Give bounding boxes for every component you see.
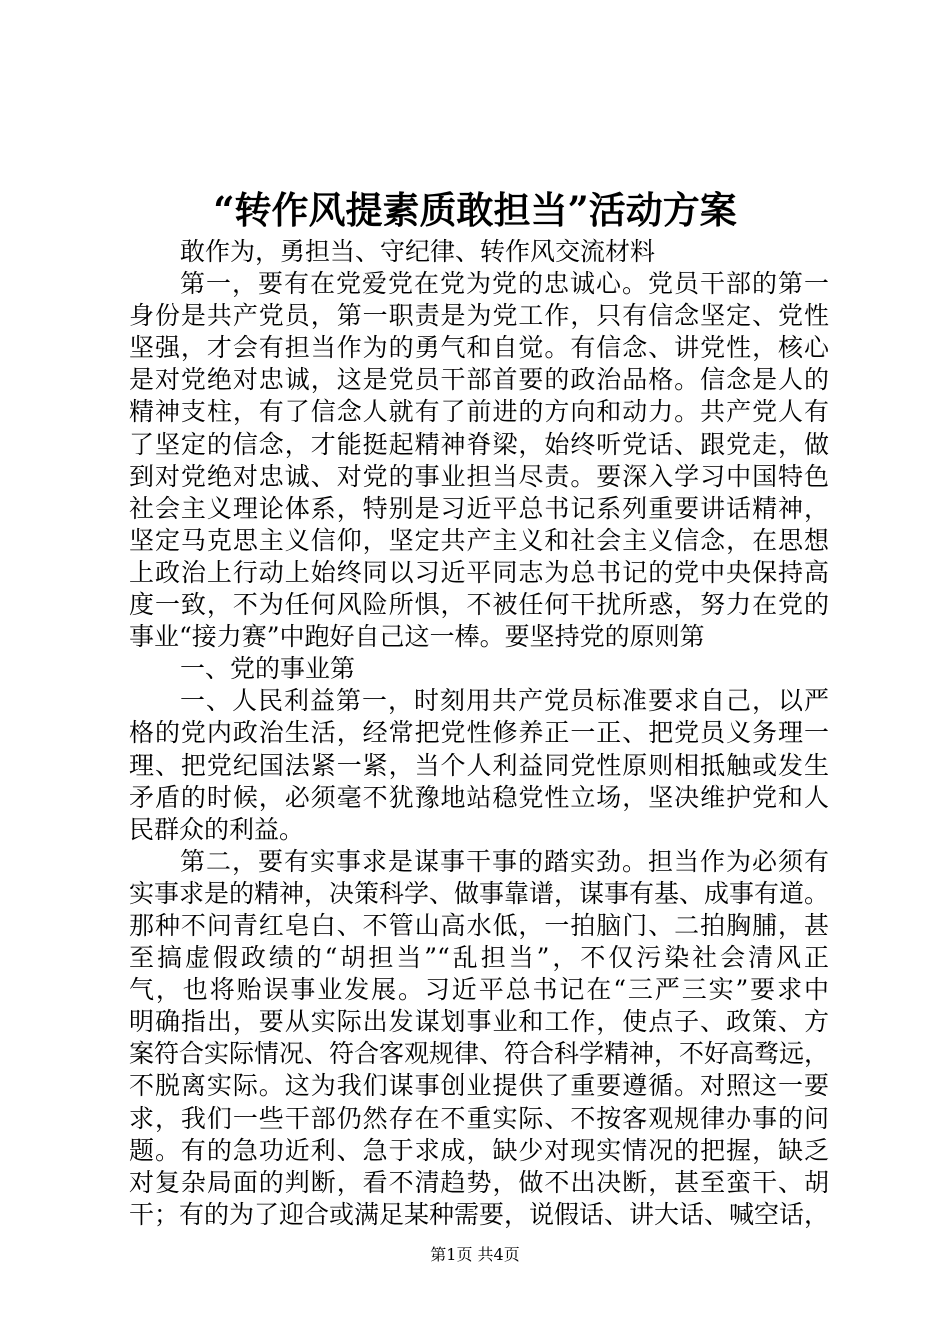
page-footer: 第1页 共4页 [430, 1245, 520, 1264]
body-line: 了坚定的信念，才能挺起精神脊梁，始终听党话、跟党走，做 [129, 429, 829, 459]
body-line: 实事求是的精神，决策科学、做事靠谱，谋事有基、成事有道。 [129, 878, 830, 908]
body-line: 那种不问青红皂白、不管山高水低，一拍脑门、二拍胸脯，甚 [129, 910, 829, 940]
body-line: 一、人民利益第一，时刻用共产党员标准要求自己，以严 [180, 686, 829, 716]
body-line: 民群众的利益。 [129, 814, 305, 844]
body-line: 上政治上行动上始终同以习近平同志为总书记的党中央保持高 [129, 557, 829, 587]
body-line: 至搞虚假政绩的“胡担当”“乱担当”，不仅污染社会清风正 [129, 943, 829, 973]
body-line: 干；有的为了迎合或满足某种需要，说假话、讲大话、喊空话， [129, 1199, 830, 1229]
document-body [129, 236, 829, 1231]
body-line: 第二，要有实事求是谋事干事的踏实劲。担当作为必须有 [180, 846, 829, 876]
body-line: 格的党内政治生活，经常把党性修养正一正、把党员义务理一 [129, 718, 829, 748]
body-line: 精神支柱，有了信念人就有了前进的方向和动力。共产党人有 [129, 397, 829, 427]
body-line: 坚定马克思主义信仰，坚定共产主义和社会主义信念，在思想 [129, 525, 829, 555]
body-line: 题。有的急功近利、急于求成，缺少对现实情况的把握，缺乏 [129, 1135, 829, 1165]
body-line: 坚强，才会有担当作为的勇气和自觉。有信念、讲党性，核心 [129, 333, 829, 363]
body-line: 气，也将贻误事业发展。习近平总书记在“三严三实”要求中 [129, 975, 829, 1005]
body-line: 矛盾的时候，必须毫不犹豫地站稳党性立场，坚决维护党和人 [129, 782, 829, 812]
body-line: 到对党绝对忠诚、对党的事业担当尽责。要深入学习中国特色 [129, 461, 829, 491]
body-line: 第一，要有在党爱党在党为党的忠诚心。党员干部的第一 [180, 269, 829, 299]
body-line: 明确指出，要从实际出发谋划事业和工作，使点子、政策、方 [129, 1007, 829, 1037]
body-line: 身份是共产党员，第一职责是为党工作，只有信念坚定、党性 [129, 301, 829, 331]
body-line: 理、把党纪国法紧一紧，当个人利益同党性原则相抵触或发生 [129, 750, 829, 780]
body-line: 事业“接力赛”中跑好自己这一棒。要坚持党的原则第 [129, 622, 705, 652]
document-title: “转作风提素质敢担当”活动方案 [213, 188, 737, 232]
body-line: 度一致，不为任何风险所惧，不被任何干扰所惑，努力在党的 [129, 590, 829, 620]
body-line: 一、党的事业第 [180, 654, 356, 684]
body-line: 社会主义理论体系，特别是习近平总书记系列重要讲话精神， [129, 493, 829, 523]
body-line: 是对党绝对忠诚，这是党员干部首要的政治品格。信念是人的 [129, 365, 829, 395]
body-line: 对复杂局面的判断，看不清趋势，做不出决断，甚至蛮干、胡 [129, 1167, 829, 1197]
body-line: 敢作为，勇担当、守纪律、转作风交流材料 [180, 237, 656, 266]
body-line: 案符合实际情况、符合客观规律、符合科学精神，不好高骛远， [129, 1039, 830, 1069]
body-line: 求，我们一些干部仍然存在不重实际、不按客观规律办事的问 [129, 1103, 829, 1133]
body-line: 不脱离实际。这为我们谋事创业提供了重要遵循。对照这一要 [129, 1071, 829, 1101]
